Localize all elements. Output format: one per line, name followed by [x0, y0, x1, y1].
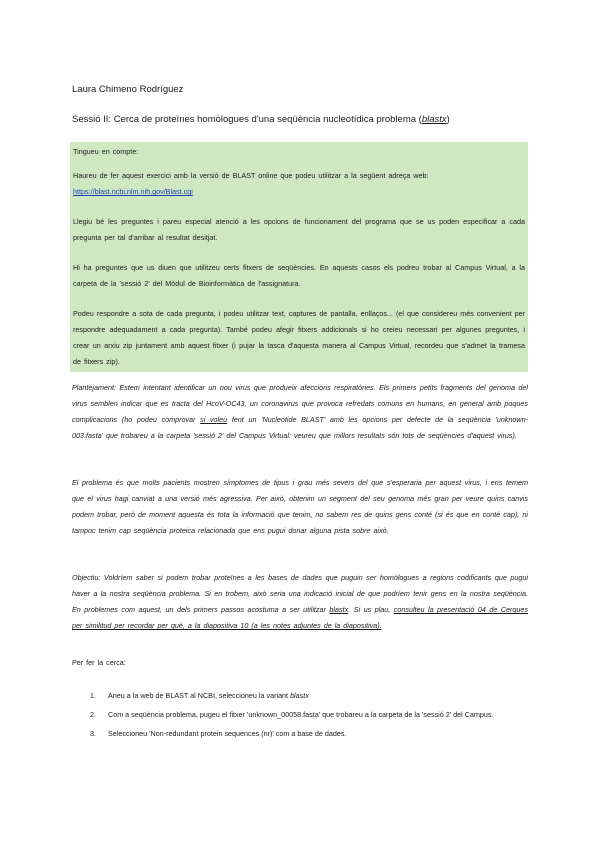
author-name: Laura Chimeno Rodríguez	[72, 84, 184, 95]
objectiu-tool: blastx	[329, 605, 349, 614]
steps-list	[90, 688, 530, 745]
notice-p2: Llegiu bé les preguntes i pareu especial atenció a les opcions de funcionament del programa que se us poden especificar a cada pregunta per tal d'arribar al resultat desitjat.	[73, 217, 525, 242]
notice-p1	[73, 168, 525, 200]
notice-p4: Podeu respondre a sota de cada pregunta, i podeu utilitzar text, captures de pantalla, enllaços... (el que considereu més convenient per respondre adequadament a cada pregunta). També podeu afegir fitxers addicionals si ho creieu necessari per algunes preguntes, i crear un arxiu zip juntament amb aquest fitxer (i pujar la tasca d'aquesta manera al Campus Virtual, recordeu que s'admet la tramesa de fitxers zip).	[73, 309, 525, 366]
objectiu-b: . Si us plau,	[348, 605, 394, 614]
objectiu-a: Objectiu: Voldríem saber si podem trobar proteïnes a les bases de dades que puguin ser homòlogues a regions codificants que pugui haver a la nostra seqüència problema. Si en trobem, això seria una indicació inicial de que podríem tenir gens en la nostra seqüència. En problemes com aquest, un dels primers passos acostuma a ser utilitzar	[72, 573, 528, 614]
notice-heading: Tingueu en compte:	[73, 147, 139, 156]
step-number: 1.	[90, 691, 96, 700]
list-item	[90, 726, 530, 742]
problema-paragraph: El problema és que molts pacients mostren símptomes de tipus i grau més severs del que s'esperaria per aquest virus, i ens temem que el virus hagi canviat a una versió més agressiva. Per això, obtenim un segment del seu genoma més gran per veure quins canvis podem trobar, però de moment aquesta és tota la informació que tenim, no sabem res de quins gens conté (si és que en conté cap), ni tampoc tenim cap seqüència proteica relacionada que ens pugui donar alguna pista sobre això.	[72, 478, 528, 535]
plantejament-link[interactable]: si voleu	[200, 415, 228, 424]
step-number: 3.	[90, 729, 96, 738]
list-item	[90, 707, 530, 723]
objectiu-link[interactable]: consulteu la presentació 04 de Cerques per similitud per recordar per què, a la diapositiva 10 (a les notes adjuntes de la diapositiva).	[72, 605, 528, 630]
notice-p1-text: Haureu de fer aquest exercici amb la versió de BLAST online que podeu utilitzar a la següent adreça web:	[73, 171, 429, 180]
step-number: 2.	[90, 710, 96, 719]
objectiu-paragraph	[72, 570, 528, 634]
title-main: Sessió II: Cerca de proteïnes homòlogues d'una seqüència nucleotídica problema (	[72, 114, 422, 125]
step-text: Seleccioneu 'Non-redundant protein sequences (nr)' com a base de dades.	[108, 729, 347, 738]
notice-p3: Hi ha preguntes que us diuen que utilitzeu certs fitxers de seqüències. En aquests casos els podreu trobar al Campus Virtual, a la carpeta de la 'sessió 2' del Mòdul de Bioinformàtica de l'assignatura.	[73, 263, 525, 288]
list-item	[90, 688, 530, 704]
blast-link[interactable]: https://blast.ncbi.nlm.nih.gov/Blast.cgi	[73, 187, 193, 196]
title-close: )	[446, 114, 450, 125]
step-text: Aneu a la web de BLAST al NCBI, seleccioneu la variant	[108, 691, 291, 700]
session-title	[72, 114, 450, 125]
plantejament-paragraph	[72, 380, 528, 444]
plantejament-b: fent un 'Nucleotide BLAST' amb les opcions per defecte de la seqüència 'unknown-003.fasta' que trobareu a la carpeta 'sessió 2' del Campus Virtual: veureu que millors resultats són tots de seqüències d'aquest virus).	[72, 415, 528, 440]
plantejament-a: Plantejament: Estem intentant identificar un nou virus que produeix afeccions respiratòries. Els primers petits fragments del genoma del virus semblen indicar que es tracta del HcoV-OC43, un coronavirus que provoca refredats comuns en humans, en general amb poques complicacions (ho podeu comprovar	[72, 383, 528, 424]
notice-box	[70, 142, 528, 372]
step-tool: blastx	[290, 691, 309, 700]
title-tool: blastx	[421, 114, 447, 125]
step-text: Com a seqüència problema, pugeu el fitxer 'unknown_00058.fasta' que trobareu a la carpeta de la 'sessió 2' del Campus.	[108, 710, 494, 719]
per-fer-heading: Per fer la cerca:	[72, 658, 126, 667]
